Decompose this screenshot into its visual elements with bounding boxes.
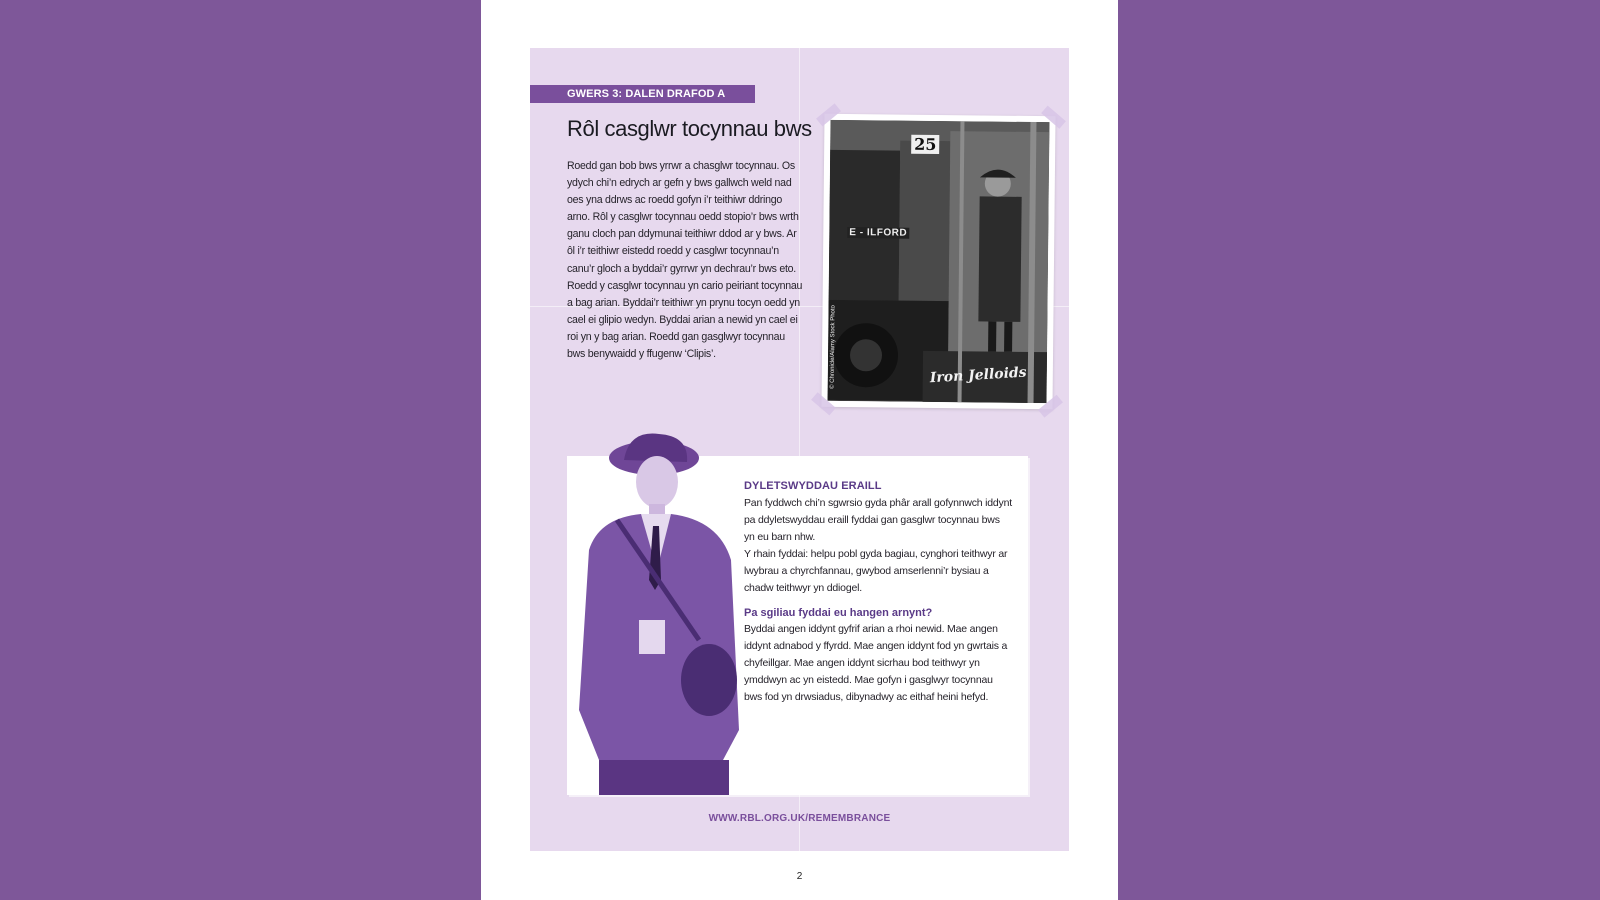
duties-text <box>744 480 1012 706</box>
lesson-banner: GWERS 3: DALEN DRAFOD A <box>530 85 755 103</box>
bus-conductor-photo <box>828 120 1050 403</box>
duties-paragraph-2: Y rhain fyddai: helpu pobl gyda bagiau, cynghori teithwyr ar lwybrau a chyrchfannau, gwybod amserlenni’r bysiau a chadw teithwyr yn ddiogel. <box>744 548 1008 594</box>
intro-text <box>567 158 805 363</box>
duties-heading: DYLETSWYDDAU ERAILL <box>744 480 882 492</box>
photo-credit: © Chronicle/Alamy Stock Photo <box>829 305 837 389</box>
page-title: Rôl casglwr tocynnau bws <box>567 116 812 141</box>
footer-url[interactable]: WWW.RBL.ORG.UK/REMEMBRANCE <box>708 813 891 824</box>
bus-route-number: 25 <box>911 135 939 154</box>
conductor-illustration <box>559 430 764 795</box>
content-panel <box>530 48 1069 851</box>
intro-paragraph-2: Roedd y casglwr tocynnau yn cario peiriant tocynnau a bag arian. Byddai’r teithiwr yn prynu tocyn oedd yn cael ei glipio wedyn. Byddai arian a newid yn cael ei roi yn y bag arian. Roedd gan gasglwyr tocynnau bws benywaidd y ffugenw ‘Clipis’. <box>567 279 803 361</box>
skills-heading: Pa sgiliau fyddai eu hangen arnynt? <box>744 607 933 619</box>
skills-paragraph: Byddai angen iddynt gyfrif arian a rhoi newid. Mae angen iddynt adnabod y ffyrdd. Mae angen iddynt fod yn gwrtais a chyfeillgar. Mae angen iddynt sicrhau bod teithwyr yn ymddwyn ac yn eistedd. Mae gofyn i gasglwyr tocynnau bws fod yn drwsiadus, dibynadwy ac eithaf heini hefyd. <box>744 623 1008 703</box>
bus-photo-frame <box>821 114 1055 409</box>
bus-advert: Iron Jelloids <box>929 364 1028 387</box>
duties-box <box>567 456 1028 795</box>
duties-paragraph-1: Pan fyddwch chi’n sgwrsio gyda phâr arall gofynnwch iddynt pa ddyletswyddau eraill fyddai gan gasglwr tocynnau bws yn eu barn nhw. <box>744 497 1012 543</box>
intro-paragraph-1: Roedd gan bob bws yrrwr a chasglwr tocynnau. Os ydych chi’n edrych ar gefn y bws gallwch weld nad oes yna ddrws ac roedd gofyn i’r teithiwr ddringo arno. Rôl y casglwr tocynnau oedd stopio’r bws wrth ganu cloch pan ddymunai teithiwr ddod ar y bws. Ar ôl i’r teithiwr eistedd roedd y casglwr tocynnau’n canu’r gloch a byddai’r gyrrwr yn dechrau’r bws eto. <box>567 160 799 275</box>
page-number: 2 <box>796 871 803 882</box>
document-page <box>481 0 1118 900</box>
bus-destination: E - ILFORD <box>849 227 908 239</box>
